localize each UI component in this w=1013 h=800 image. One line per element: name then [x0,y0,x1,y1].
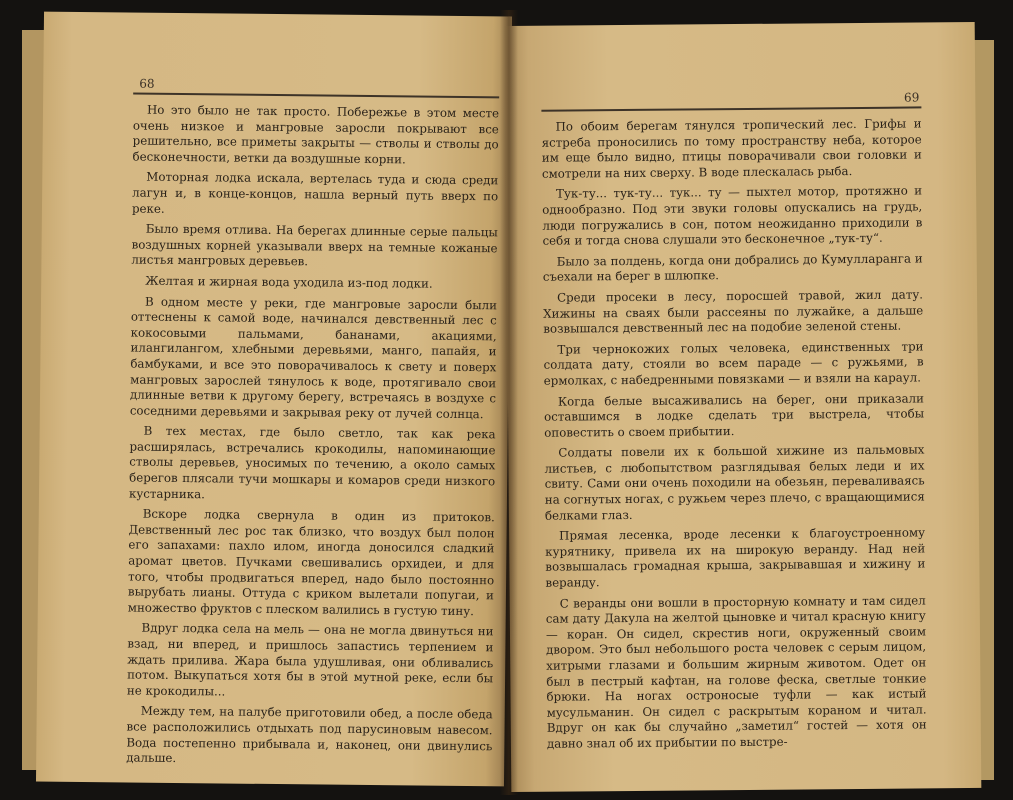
header-rule-left [133,93,499,99]
paragraph: Но это было не так просто. Побережье в этом месте очень низкое и мангровые заросли покрывают все решительно, все приметы закрыты — стволы и стволы до бесконечности, ветки да воздушные корни. [132,102,500,167]
left-page-text [126,103,499,776]
paragraph: В тех местах, где было светло, так как река расширялась, встречались крокодилы, напоминающие стволы деревьев, уносимых по течению, а около самых берегов плясали тучи мошкары и комаров среди низкого кустарника. [128,423,496,501]
header-rule-right [541,106,921,111]
paragraph: Было за полдень, когда они добрались до Кумулларанга и съехали на берег в шлюпке. [542,251,923,285]
paragraph: Среди просеки в лесу, поросшей травой, жил дату. Хижины на сваях были рассеяны по лужайке, а дальше возвышался девственный лес на подобие зеленой стены. [543,287,924,336]
right-page-text [541,116,927,757]
paragraph: В одном месте у реки, где мангровые заросли были оттеснены к самой воде, начинался девственный лес с кокосовыми пальмами, бананами, акациями, илангилангом, хлебными деревьями, манго, папайя, и бамбуками, и все это поворачивалось к свету и поверх мангровых зарослей тянулось к воде, протягивало свои длинные ветви к другому берегу, встречаясь в воздухе с соседними деревьями и закрывая реку от лучей солнца. [129,294,498,421]
page-number-right: 69 [903,90,920,105]
book-spine-fold [500,10,518,795]
left-page [36,12,512,787]
page-number-left: 68 [139,76,155,91]
paragraph: Между тем, на палубе приготовили обед, а после обеда все расположились отдыхать под парусиновым навесом. Вода постепенно прибывала и, наконец, они двинулись дальше. [126,703,493,766]
paragraph: Когда белые высаживались на берег, они приказали оставшимся в лодке сделать три выстрела, чтобы оповестить о своем прибытии. [544,390,925,440]
paragraph: Тук-ту... тук-ту... тук... ту — пыхтел мотор, протяжно и однообразно. Под эти звуки головы опускались на грудь, люди погружались в сон, потом неожиданно приходили в себя и тогда снова слушали это бесконечное „тук-ту“. [542,183,923,248]
paragraph: Вскоре лодка свернула в один из притоков. Девственный лес рос так близко, что воздух был полон его запахами: пахло илом, иногда доносился сладкий аромат цветов. Пучками свешивались орхидеи, и для того, чтобы продвигаться вперед, надо было постоянно вырубать лианы. Оттуда с криком вылетали попугаи, и множество фруктов с плеском валились в густую тину. [127,506,495,618]
paragraph: Моторная лодка искала, вертелась туда и сюда среди лагун и, в конце-концов, нашла верный путь вверх по реке. [131,170,499,216]
paragraph: По обоим берегам тянулся тропический лес. Грифы и ястреба проносились по тому пространству неба, которое им еще было видно, птицы поворачивали свои головки и смотрели на них сверху. В воде плескалась рыба. [541,116,922,181]
paragraph: Желтая и жирная вода уходила из-под лодки. [145,273,433,291]
right-page [505,22,982,792]
paragraph: Солдаты повели их к большой хижине из пальмовых листьев, с любопытством разглядывая белых леди и их свиту. Сами они очень походили на обезьян, переваливаясь на согнутых ногах, с ружьем через плечо, с вращающимися белками глаз. [544,442,925,523]
paragraph: Было время отлива. На берегах длинные серые пальцы воздушных корней указывали вверх на темные кожаные листья мангровых деревьев. [131,221,498,269]
paragraph: Три чернокожих голых человека, единственных три солдата дату, стояли во всем параде — с ружьями, в ермолках, с набедренными повязками — и взяли на караул. [543,339,924,388]
paragraph: С веранды они вошли в просторную комнату и там сидел сам дату Дакула на желтой цыновке и читал красную книгу — коран. Он сидел, скрестив ноги, окруженный своим двором. Это был небольшого роста человек с серым лицом, хитрыми глазами и большим жирным животом. Одет он был в пестрый кафтан, на голове феска, светлые тонкие брюки. На ногах остроносые туфли — как истый мусульманин. Он сидел с раскрытым кораном и читал. Вдруг он как бы случайно „заметил“ гостей — хотя он давно знал об их прибытии по выстре- [545,593,927,751]
paragraph: Прямая лесенка, вроде лесенки к благоустроенному курятнику, привела их на широкую веранду. Над ней возвышалась громадная крыша, закрывавшая и хижину и веранду. [545,525,926,590]
paragraph: Вдруг лодка села на мель — она не могла двинуться ни взад, ни вперед, и пришлось запастись терпением и ждать прилива. Жара была удушливая, они обливались потом. Выкупаться хотя бы в этой мутной реке, если бы не крокодилы... [126,621,494,699]
